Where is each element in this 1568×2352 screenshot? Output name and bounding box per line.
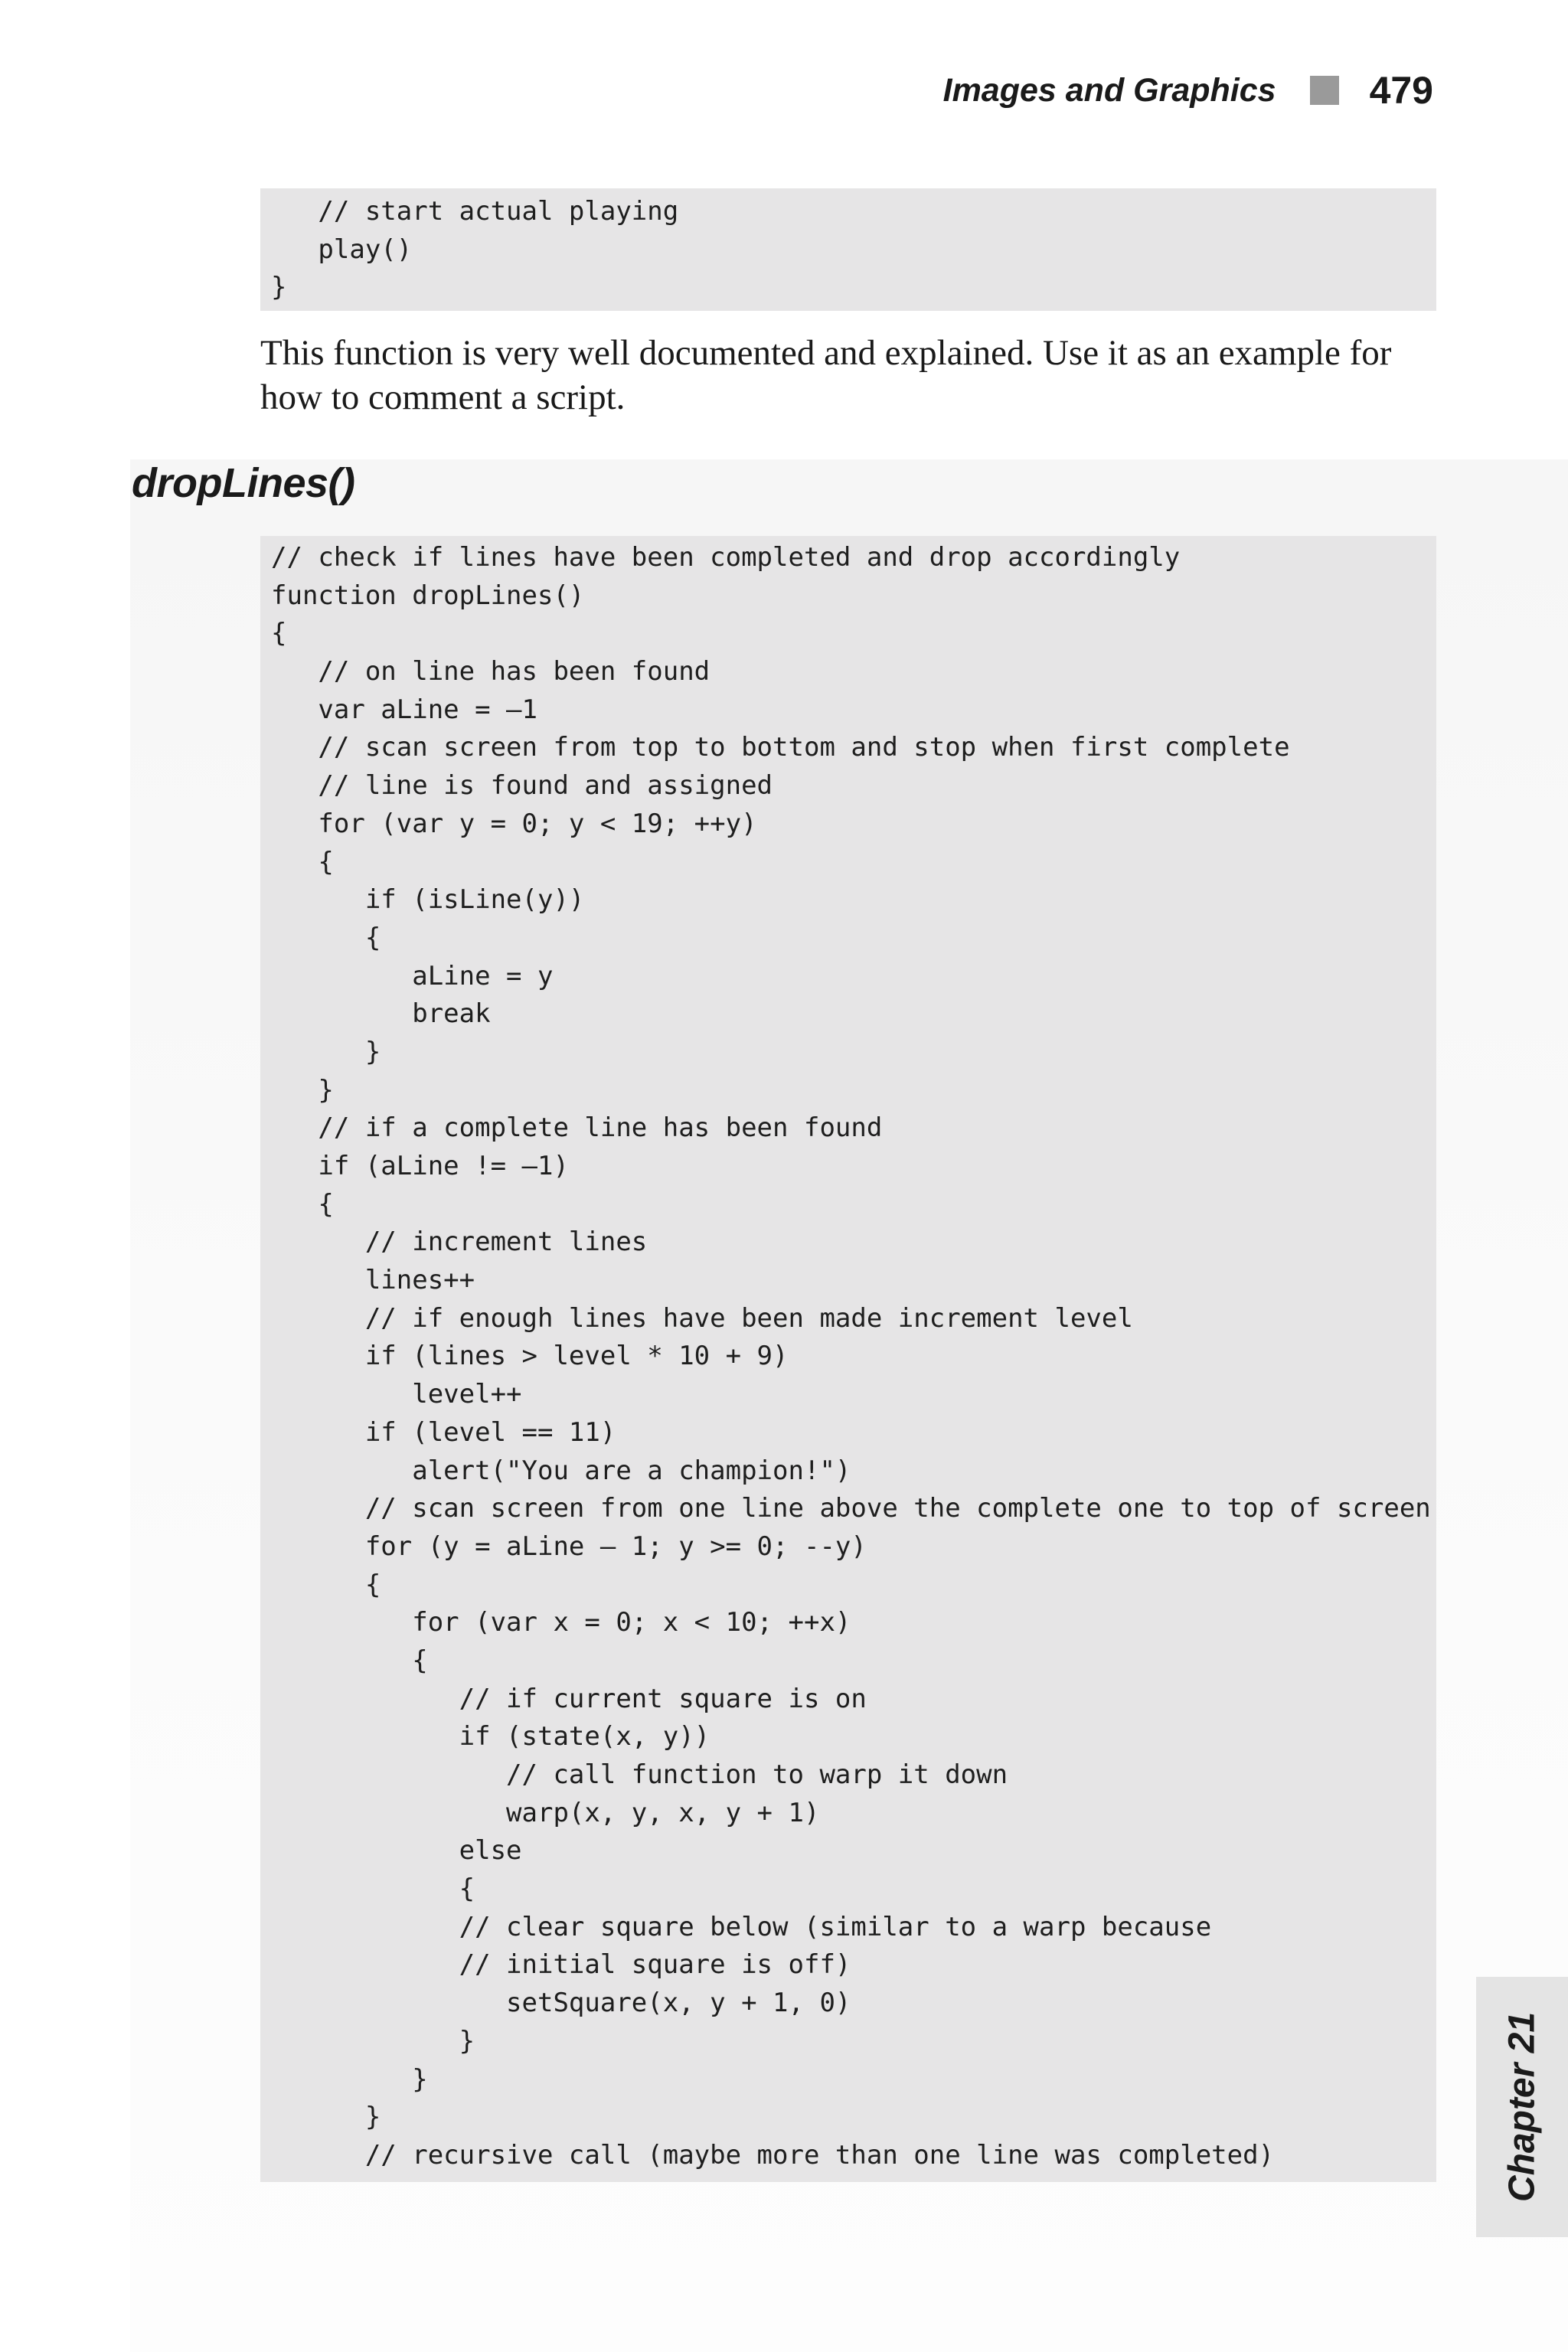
droplines-code-line: // increment lines <box>271 1227 648 1258</box>
droplines-code-line: break <box>271 998 491 1030</box>
droplines-code-line: { <box>271 1188 334 1220</box>
droplines-code-line: aLine = y <box>271 960 554 991</box>
droplines-code-line: { <box>271 922 381 953</box>
running-head <box>943 67 1433 113</box>
body-paragraph: This function is very well documented and explained. Use it as an example for how to comment a script. <box>260 333 1392 417</box>
header-square-ornament <box>1310 76 1339 105</box>
droplines-code-line: { <box>271 1569 381 1600</box>
droplines-code-line: } <box>271 2025 475 2056</box>
droplines-code-line: level++ <box>271 1379 522 1410</box>
droplines-code-line: // check if lines have been completed and drop accordingly <box>271 542 1181 573</box>
droplines-code-line: // initial square is off) <box>271 1949 851 1981</box>
droplines-code-line: else <box>271 1835 522 1867</box>
droplines-code-line: } <box>271 1074 334 1106</box>
droplines-code-line: // line is found and assigned <box>271 770 773 802</box>
droplines-code-line: function dropLines() <box>271 580 585 611</box>
droplines-code-line: { <box>271 618 287 649</box>
droplines-code-line: // if current square is on <box>271 1683 867 1714</box>
chapter-tab-label: Chapter 21 <box>1501 2011 1543 2203</box>
droplines-code-line: } <box>271 1036 381 1067</box>
droplines-code-line: if (state(x, y)) <box>271 1721 710 1753</box>
droplines-code-line: // recursive call (maybe more than one line was completed) <box>271 2139 1275 2171</box>
droplines-code-line: if (level == 11) <box>271 1416 616 1448</box>
droplines-code-line: if (lines > level * 10 + 9) <box>271 1341 789 1372</box>
code-block-droplines <box>260 536 1436 2182</box>
droplines-code-line: // scan screen from top to bottom and stop when first complete <box>271 732 1290 763</box>
top-code-line: // start actual playing <box>271 196 679 227</box>
droplines-code-line: if (isLine(y)) <box>271 884 585 916</box>
droplines-code-line: { <box>271 846 334 877</box>
droplines-code-line: } <box>271 2063 428 2095</box>
top-code-line: } <box>271 272 287 303</box>
chapter-tab <box>1476 1977 1568 2237</box>
droplines-code-line: } <box>271 2102 381 2133</box>
droplines-code-line: alert("You are a champion!") <box>271 1455 851 1486</box>
droplines-code-line: lines++ <box>271 1265 475 1296</box>
droplines-code-line: setSquare(x, y + 1, 0) <box>271 1988 851 2019</box>
running-title: Images and Graphics <box>942 71 1276 109</box>
droplines-code-line: var aLine = –1 <box>271 694 537 725</box>
droplines-code-line: if (aLine != –1) <box>271 1151 569 1181</box>
droplines-code-line: // if a complete line has been found <box>271 1112 883 1144</box>
droplines-code-line: // clear square below (similar to a warp because <box>271 1911 1212 1942</box>
code-block-top <box>260 188 1436 311</box>
droplines-code-line: // scan screen from one line above the complete one to top of screen <box>271 1493 1431 1524</box>
droplines-code-line: for (var y = 0; y < 19; ++y) <box>271 808 757 839</box>
droplines-code-line: warp(x, y, x, y + 1) <box>271 1797 820 1828</box>
section-heading: dropLines() <box>132 460 355 506</box>
droplines-code-line: for (var x = 0; x < 10; ++x) <box>271 1607 851 1638</box>
droplines-code-line: { <box>271 1873 475 1905</box>
droplines-code-line: // if enough lines have been made increment level <box>271 1302 1133 1334</box>
droplines-code-line: // call function to warp it down <box>271 1759 1008 1790</box>
droplines-code-line: for (y = aLine – 1; y >= 0; --y) <box>271 1530 867 1562</box>
page-number: 479 <box>1369 69 1433 112</box>
droplines-code-line: // on line has been found <box>271 656 710 688</box>
top-code-line: play() <box>271 234 413 265</box>
droplines-code-line: { <box>271 1645 428 1676</box>
